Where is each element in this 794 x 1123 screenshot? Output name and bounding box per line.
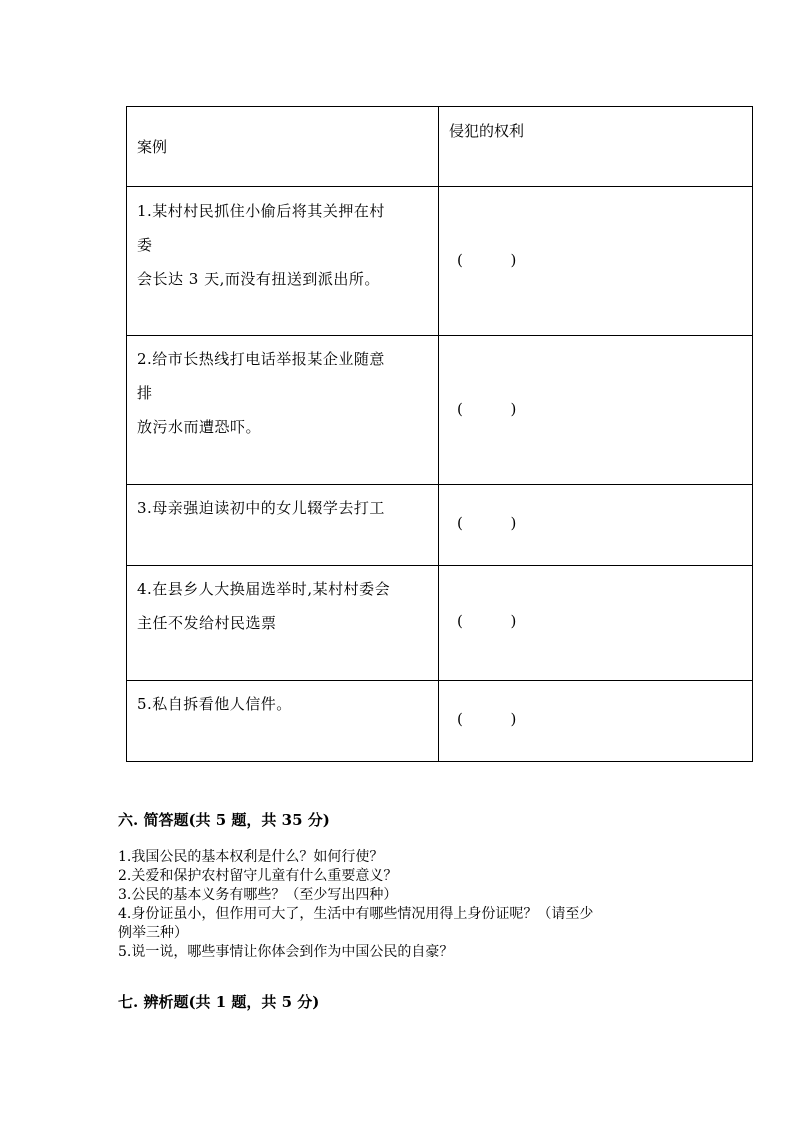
answer-blank[interactable]: ( )	[457, 710, 517, 728]
header-right-cell	[439, 107, 753, 187]
section-7-title: 七. 辨析题(共 1 题，共 5 分)	[118, 993, 320, 1011]
header-right-label: 侵犯的权利	[449, 122, 525, 140]
answer-cell	[439, 187, 753, 336]
question-item: 2.关爱和保护农村留守儿童有什么重要意义？	[118, 868, 398, 884]
table-row	[127, 485, 753, 566]
header-case-cell	[127, 107, 439, 187]
answer-cell	[439, 566, 753, 681]
case-line: 2.给市长热线打电话举报某企业随意	[137, 350, 385, 368]
case-line: 5.私自拆看他人信件。	[137, 695, 292, 713]
question-item: 1.我国公民的基本权利是什么？如何行使？	[118, 849, 384, 865]
case-line: 放污水而遭恐吓。	[137, 418, 262, 436]
answer-blank[interactable]: ( )	[457, 612, 517, 630]
table-row	[127, 336, 753, 485]
case-line: 主任不发给村民选票	[137, 614, 277, 632]
case-line: 3.母亲强迫读初中的女儿辍学去打工	[137, 499, 385, 517]
case-cell	[127, 566, 439, 681]
case-cell	[127, 681, 439, 762]
table-row	[127, 187, 753, 336]
case-line: 4.在县乡人大换届选举时,某村村委会	[137, 580, 391, 598]
table-header-row	[127, 107, 753, 187]
section-6-title: 六. 简答题(共 5 题，共 35 分)	[118, 811, 330, 829]
rights-table	[126, 106, 753, 762]
question-item: 4.身份证虽小，但作用可大了，生活中有哪些情况用得上身份证呢？（请至少	[118, 906, 594, 922]
answer-cell	[439, 681, 753, 762]
case-line: 排	[137, 384, 153, 402]
answer-cell	[439, 336, 753, 485]
answer-cell	[439, 485, 753, 566]
case-cell	[127, 187, 439, 336]
answer-blank[interactable]: ( )	[457, 514, 517, 532]
case-line: 委	[137, 236, 153, 254]
header-case-label: 案例	[137, 138, 168, 156]
table-row	[127, 681, 753, 762]
case-cell	[127, 336, 439, 485]
question-item: 5.说一说，哪些事情让你体会到作为中国公民的自豪？	[118, 944, 454, 960]
question-item: 例举三种）	[118, 925, 188, 941]
answer-blank[interactable]: ( )	[457, 400, 517, 418]
table-row	[127, 566, 753, 681]
case-cell	[127, 485, 439, 566]
section-6-questions	[118, 848, 678, 962]
case-line: 会长达 3 天,而没有扭送到派出所。	[137, 270, 380, 288]
question-item: 3.公民的基本义务有哪些？（至少写出四种）	[118, 887, 398, 903]
case-line: 1.某村村民抓住小偷后将其关押在村	[137, 202, 385, 220]
answer-blank[interactable]: ( )	[457, 251, 517, 269]
